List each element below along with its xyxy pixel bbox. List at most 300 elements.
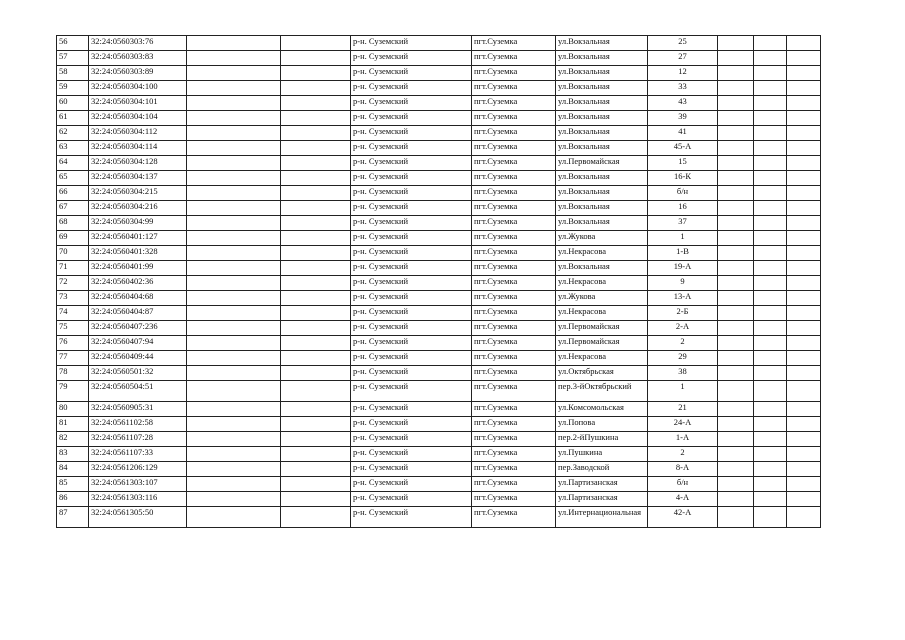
house-number-cell: 15 bbox=[648, 156, 718, 171]
empty-cell bbox=[281, 276, 351, 291]
table-row bbox=[57, 171, 821, 186]
district-cell: р-н. Суземский bbox=[351, 81, 472, 96]
empty-cell bbox=[187, 507, 281, 528]
settlement-cell: пгт.Суземка bbox=[472, 432, 556, 447]
street-cell: ул.Интернациональная bbox=[556, 507, 648, 528]
empty-cell bbox=[754, 156, 787, 171]
district-cell: р-н. Суземский bbox=[351, 351, 472, 366]
table-row bbox=[57, 462, 821, 477]
street-cell: ул.Вокзальная bbox=[556, 171, 648, 186]
empty-cell bbox=[787, 111, 821, 126]
cadastral-number-cell: 32:24:0560905:31 bbox=[89, 402, 187, 417]
empty-cell bbox=[187, 492, 281, 507]
house-number-cell: б/н bbox=[648, 477, 718, 492]
street-cell: ул.Вокзальная bbox=[556, 261, 648, 276]
table-row bbox=[57, 306, 821, 321]
empty-cell bbox=[718, 417, 754, 432]
cadastral-number-cell: 32:24:0561305:50 bbox=[89, 507, 187, 528]
empty-cell bbox=[787, 261, 821, 276]
empty-cell bbox=[187, 261, 281, 276]
row-number-cell: 84 bbox=[57, 462, 89, 477]
district-cell: р-н. Суземский bbox=[351, 432, 472, 447]
table-row bbox=[57, 201, 821, 216]
settlement-cell: пгт.Суземка bbox=[472, 66, 556, 81]
row-number-cell: 73 bbox=[57, 291, 89, 306]
row-number-cell: 86 bbox=[57, 492, 89, 507]
empty-cell bbox=[754, 306, 787, 321]
empty-cell bbox=[787, 432, 821, 447]
row-number-cell: 59 bbox=[57, 81, 89, 96]
empty-cell bbox=[281, 51, 351, 66]
empty-cell bbox=[787, 216, 821, 231]
house-number-cell: 1-А bbox=[648, 432, 718, 447]
settlement-cell: пгт.Суземка bbox=[472, 381, 556, 402]
settlement-cell: пгт.Суземка bbox=[472, 402, 556, 417]
street-cell: пер.Заводской bbox=[556, 462, 648, 477]
empty-cell bbox=[281, 216, 351, 231]
empty-cell bbox=[787, 276, 821, 291]
table-row bbox=[57, 126, 821, 141]
empty-cell bbox=[787, 36, 821, 51]
empty-cell bbox=[187, 477, 281, 492]
house-number-cell: 27 bbox=[648, 51, 718, 66]
cadastral-number-cell: 32:24:0560303:83 bbox=[89, 51, 187, 66]
house-number-cell: 42-А bbox=[648, 507, 718, 528]
house-number-cell: 12 bbox=[648, 66, 718, 81]
street-cell: ул.Вокзальная bbox=[556, 186, 648, 201]
empty-cell bbox=[787, 231, 821, 246]
row-number-cell: 67 bbox=[57, 201, 89, 216]
empty-cell bbox=[754, 96, 787, 111]
house-number-cell: б/н bbox=[648, 186, 718, 201]
district-cell: р-н. Суземский bbox=[351, 246, 472, 261]
empty-cell bbox=[754, 477, 787, 492]
street-cell: ул.Вокзальная bbox=[556, 126, 648, 141]
empty-cell bbox=[187, 81, 281, 96]
settlement-cell: пгт.Суземка bbox=[472, 291, 556, 306]
district-cell: р-н. Суземский bbox=[351, 417, 472, 432]
empty-cell bbox=[754, 366, 787, 381]
district-cell: р-н. Суземский bbox=[351, 36, 472, 51]
empty-cell bbox=[281, 186, 351, 201]
street-cell: ул.Некрасова bbox=[556, 306, 648, 321]
district-cell: р-н. Суземский bbox=[351, 261, 472, 276]
empty-cell bbox=[281, 306, 351, 321]
settlement-cell: пгт.Суземка bbox=[472, 186, 556, 201]
house-number-cell: 4-А bbox=[648, 492, 718, 507]
table-row bbox=[57, 96, 821, 111]
street-cell: ул.Вокзальная bbox=[556, 96, 648, 111]
table-row bbox=[57, 402, 821, 417]
settlement-cell: пгт.Суземка bbox=[472, 366, 556, 381]
empty-cell bbox=[754, 201, 787, 216]
street-cell: ул.Попова bbox=[556, 417, 648, 432]
empty-cell bbox=[754, 417, 787, 432]
table-row bbox=[57, 432, 821, 447]
empty-cell bbox=[754, 126, 787, 141]
empty-cell bbox=[787, 201, 821, 216]
cadastral-number-cell: 32:24:0560407:236 bbox=[89, 321, 187, 336]
empty-cell bbox=[718, 51, 754, 66]
empty-cell bbox=[754, 291, 787, 306]
empty-cell bbox=[281, 462, 351, 477]
empty-cell bbox=[787, 402, 821, 417]
empty-cell bbox=[718, 477, 754, 492]
cadastral-number-cell: 32:24:0561206:129 bbox=[89, 462, 187, 477]
district-cell: р-н. Суземский bbox=[351, 51, 472, 66]
empty-cell bbox=[754, 66, 787, 81]
empty-cell bbox=[787, 126, 821, 141]
empty-cell bbox=[787, 366, 821, 381]
district-cell: р-н. Суземский bbox=[351, 156, 472, 171]
row-number-cell: 78 bbox=[57, 366, 89, 381]
district-cell: р-н. Суземский bbox=[351, 276, 472, 291]
empty-cell bbox=[787, 156, 821, 171]
row-number-cell: 74 bbox=[57, 306, 89, 321]
street-cell: ул.Некрасова bbox=[556, 246, 648, 261]
empty-cell bbox=[187, 51, 281, 66]
empty-cell bbox=[787, 246, 821, 261]
table-row bbox=[57, 111, 821, 126]
empty-cell bbox=[718, 96, 754, 111]
empty-cell bbox=[754, 216, 787, 231]
table-row bbox=[57, 36, 821, 51]
empty-cell bbox=[787, 96, 821, 111]
empty-cell bbox=[281, 477, 351, 492]
settlement-cell: пгт.Суземка bbox=[472, 156, 556, 171]
house-number-cell: 13-А bbox=[648, 291, 718, 306]
empty-cell bbox=[718, 447, 754, 462]
table-row bbox=[57, 336, 821, 351]
empty-cell bbox=[281, 96, 351, 111]
empty-cell bbox=[281, 246, 351, 261]
empty-cell bbox=[718, 381, 754, 402]
empty-cell bbox=[754, 336, 787, 351]
empty-cell bbox=[187, 462, 281, 477]
table-row bbox=[57, 381, 821, 402]
empty-cell bbox=[787, 477, 821, 492]
empty-cell bbox=[718, 261, 754, 276]
empty-cell bbox=[787, 417, 821, 432]
table-row bbox=[57, 51, 821, 66]
empty-cell bbox=[718, 462, 754, 477]
district-cell: р-н. Суземский bbox=[351, 402, 472, 417]
empty-cell bbox=[718, 246, 754, 261]
empty-cell bbox=[187, 126, 281, 141]
row-number-cell: 66 bbox=[57, 186, 89, 201]
empty-cell bbox=[718, 366, 754, 381]
table-row bbox=[57, 351, 821, 366]
empty-cell bbox=[187, 171, 281, 186]
empty-cell bbox=[754, 81, 787, 96]
cadastral-number-cell: 32:24:0561107:28 bbox=[89, 432, 187, 447]
empty-cell bbox=[718, 336, 754, 351]
settlement-cell: пгт.Суземка bbox=[472, 36, 556, 51]
cadastral-number-cell: 32:24:0560304:114 bbox=[89, 141, 187, 156]
empty-cell bbox=[187, 351, 281, 366]
house-number-cell: 16 bbox=[648, 201, 718, 216]
row-number-cell: 65 bbox=[57, 171, 89, 186]
street-cell: ул.Партизанская bbox=[556, 477, 648, 492]
empty-cell bbox=[754, 381, 787, 402]
district-cell: р-н. Суземский bbox=[351, 231, 472, 246]
empty-cell bbox=[281, 201, 351, 216]
empty-cell bbox=[787, 321, 821, 336]
empty-cell bbox=[754, 462, 787, 477]
row-number-cell: 64 bbox=[57, 156, 89, 171]
district-cell: р-н. Суземский bbox=[351, 216, 472, 231]
cadastral-number-cell: 32:24:0561107:33 bbox=[89, 447, 187, 462]
district-cell: р-н. Суземский bbox=[351, 186, 472, 201]
settlement-cell: пгт.Суземка bbox=[472, 126, 556, 141]
empty-cell bbox=[281, 336, 351, 351]
house-number-cell: 38 bbox=[648, 366, 718, 381]
cadastral-table bbox=[56, 35, 821, 528]
street-cell: ул.Пушкина bbox=[556, 447, 648, 462]
empty-cell bbox=[281, 381, 351, 402]
cadastral-number-cell: 32:24:0560409:44 bbox=[89, 351, 187, 366]
empty-cell bbox=[787, 81, 821, 96]
settlement-cell: пгт.Суземка bbox=[472, 81, 556, 96]
empty-cell bbox=[281, 447, 351, 462]
empty-cell bbox=[281, 171, 351, 186]
empty-cell bbox=[754, 141, 787, 156]
street-cell: ул.Вокзальная bbox=[556, 216, 648, 231]
street-cell: ул.Комсомольская bbox=[556, 402, 648, 417]
empty-cell bbox=[754, 261, 787, 276]
district-cell: р-н. Суземский bbox=[351, 336, 472, 351]
district-cell: р-н. Суземский bbox=[351, 447, 472, 462]
street-cell: пер.2-йПушкина bbox=[556, 432, 648, 447]
table-row bbox=[57, 291, 821, 306]
street-cell: ул.Первомайская bbox=[556, 321, 648, 336]
settlement-cell: пгт.Суземка bbox=[472, 417, 556, 432]
settlement-cell: пгт.Суземка bbox=[472, 231, 556, 246]
row-number-cell: 69 bbox=[57, 231, 89, 246]
empty-cell bbox=[281, 351, 351, 366]
table-row bbox=[57, 261, 821, 276]
street-cell: ул.Вокзальная bbox=[556, 51, 648, 66]
house-number-cell: 1-В bbox=[648, 246, 718, 261]
cadastral-number-cell: 32:24:0561303:107 bbox=[89, 477, 187, 492]
empty-cell bbox=[187, 156, 281, 171]
empty-cell bbox=[718, 291, 754, 306]
house-number-cell: 33 bbox=[648, 81, 718, 96]
empty-cell bbox=[787, 186, 821, 201]
empty-cell bbox=[281, 507, 351, 528]
table-row bbox=[57, 81, 821, 96]
empty-cell bbox=[187, 186, 281, 201]
settlement-cell: пгт.Суземка bbox=[472, 261, 556, 276]
empty-cell bbox=[187, 402, 281, 417]
house-number-cell: 43 bbox=[648, 96, 718, 111]
street-cell: ул.Вокзальная bbox=[556, 36, 648, 51]
district-cell: р-н. Суземский bbox=[351, 201, 472, 216]
district-cell: р-н. Суземский bbox=[351, 306, 472, 321]
row-number-cell: 57 bbox=[57, 51, 89, 66]
table-row bbox=[57, 141, 821, 156]
house-number-cell: 39 bbox=[648, 111, 718, 126]
row-number-cell: 81 bbox=[57, 417, 89, 432]
cadastral-number-cell: 32:24:0560304:101 bbox=[89, 96, 187, 111]
table-row bbox=[57, 507, 821, 528]
row-number-cell: 60 bbox=[57, 96, 89, 111]
empty-cell bbox=[281, 432, 351, 447]
row-number-cell: 87 bbox=[57, 507, 89, 528]
empty-cell bbox=[718, 66, 754, 81]
empty-cell bbox=[754, 321, 787, 336]
empty-cell bbox=[754, 231, 787, 246]
empty-cell bbox=[281, 291, 351, 306]
empty-cell bbox=[787, 141, 821, 156]
settlement-cell: пгт.Суземка bbox=[472, 321, 556, 336]
settlement-cell: пгт.Суземка bbox=[472, 51, 556, 66]
table-row bbox=[57, 156, 821, 171]
empty-cell bbox=[787, 291, 821, 306]
house-number-cell: 29 bbox=[648, 351, 718, 366]
row-number-cell: 70 bbox=[57, 246, 89, 261]
settlement-cell: пгт.Суземка bbox=[472, 171, 556, 186]
empty-cell bbox=[718, 507, 754, 528]
empty-cell bbox=[754, 36, 787, 51]
cadastral-number-cell: 32:24:0560304:112 bbox=[89, 126, 187, 141]
empty-cell bbox=[787, 351, 821, 366]
house-number-cell: 37 bbox=[648, 216, 718, 231]
house-number-cell: 19-А bbox=[648, 261, 718, 276]
cadastral-number-cell: 32:24:0560404:68 bbox=[89, 291, 187, 306]
house-number-cell: 8-А bbox=[648, 462, 718, 477]
empty-cell bbox=[754, 246, 787, 261]
house-number-cell: 1 bbox=[648, 231, 718, 246]
cadastral-number-cell: 32:24:0560402:36 bbox=[89, 276, 187, 291]
row-number-cell: 77 bbox=[57, 351, 89, 366]
district-cell: р-н. Суземский bbox=[351, 321, 472, 336]
table-row bbox=[57, 231, 821, 246]
empty-cell bbox=[787, 492, 821, 507]
street-cell: ул.Первомайская bbox=[556, 156, 648, 171]
empty-cell bbox=[787, 381, 821, 402]
house-number-cell: 2-А bbox=[648, 321, 718, 336]
empty-cell bbox=[187, 417, 281, 432]
district-cell: р-н. Суземский bbox=[351, 366, 472, 381]
empty-cell bbox=[281, 111, 351, 126]
cadastral-number-cell: 32:24:0560304:100 bbox=[89, 81, 187, 96]
empty-cell bbox=[718, 126, 754, 141]
house-number-cell: 1 bbox=[648, 381, 718, 402]
street-cell: ул.Октябрьская bbox=[556, 366, 648, 381]
row-number-cell: 68 bbox=[57, 216, 89, 231]
cadastral-number-cell: 32:24:0560401:328 bbox=[89, 246, 187, 261]
empty-cell bbox=[718, 201, 754, 216]
street-cell: ул.Некрасова bbox=[556, 351, 648, 366]
empty-cell bbox=[187, 276, 281, 291]
row-number-cell: 63 bbox=[57, 141, 89, 156]
empty-cell bbox=[281, 156, 351, 171]
empty-cell bbox=[754, 492, 787, 507]
empty-cell bbox=[718, 156, 754, 171]
house-number-cell: 2 bbox=[648, 447, 718, 462]
street-cell: ул.Вокзальная bbox=[556, 201, 648, 216]
empty-cell bbox=[754, 351, 787, 366]
empty-cell bbox=[754, 51, 787, 66]
street-cell: ул.Первомайская bbox=[556, 336, 648, 351]
row-number-cell: 79 bbox=[57, 381, 89, 402]
row-number-cell: 72 bbox=[57, 276, 89, 291]
row-number-cell: 75 bbox=[57, 321, 89, 336]
empty-cell bbox=[281, 141, 351, 156]
empty-cell bbox=[187, 336, 281, 351]
empty-cell bbox=[718, 492, 754, 507]
empty-cell bbox=[281, 36, 351, 51]
empty-cell bbox=[718, 141, 754, 156]
cadastral-number-cell: 32:24:0561303:116 bbox=[89, 492, 187, 507]
cadastral-number-cell: 32:24:0560401:99 bbox=[89, 261, 187, 276]
house-number-cell: 2 bbox=[648, 336, 718, 351]
cadastral-number-cell: 32:24:0560404:87 bbox=[89, 306, 187, 321]
empty-cell bbox=[718, 402, 754, 417]
table-row bbox=[57, 477, 821, 492]
street-cell: ул.Вокзальная bbox=[556, 111, 648, 126]
row-number-cell: 62 bbox=[57, 126, 89, 141]
house-number-cell: 16-К bbox=[648, 171, 718, 186]
empty-cell bbox=[787, 462, 821, 477]
street-cell: ул.Жукова bbox=[556, 291, 648, 306]
empty-cell bbox=[754, 447, 787, 462]
row-number-cell: 56 bbox=[57, 36, 89, 51]
empty-cell bbox=[187, 96, 281, 111]
district-cell: р-н. Суземский bbox=[351, 171, 472, 186]
house-number-cell: 2-Б bbox=[648, 306, 718, 321]
table-row bbox=[57, 246, 821, 261]
district-cell: р-н. Суземский bbox=[351, 462, 472, 477]
table-row bbox=[57, 366, 821, 381]
empty-cell bbox=[187, 432, 281, 447]
empty-cell bbox=[787, 51, 821, 66]
empty-cell bbox=[187, 231, 281, 246]
cadastral-number-cell: 32:24:0560303:76 bbox=[89, 36, 187, 51]
empty-cell bbox=[281, 321, 351, 336]
cadastral-number-cell: 32:24:0560504:51 bbox=[89, 381, 187, 402]
empty-cell bbox=[718, 321, 754, 336]
table-row bbox=[57, 417, 821, 432]
empty-cell bbox=[187, 306, 281, 321]
empty-cell bbox=[718, 171, 754, 186]
empty-cell bbox=[718, 216, 754, 231]
table-row bbox=[57, 186, 821, 201]
district-cell: р-н. Суземский bbox=[351, 141, 472, 156]
settlement-cell: пгт.Суземка bbox=[472, 492, 556, 507]
cadastral-number-cell: 32:24:0560401:127 bbox=[89, 231, 187, 246]
street-cell: пер.3-йОктябрьский bbox=[556, 381, 648, 402]
empty-cell bbox=[787, 447, 821, 462]
table-row bbox=[57, 492, 821, 507]
street-cell: ул.Вокзальная bbox=[556, 66, 648, 81]
row-number-cell: 80 bbox=[57, 402, 89, 417]
empty-cell bbox=[187, 36, 281, 51]
cadastral-number-cell: 32:24:0560304:104 bbox=[89, 111, 187, 126]
cadastral-number-cell: 32:24:0561102:58 bbox=[89, 417, 187, 432]
street-cell: ул.Вокзальная bbox=[556, 141, 648, 156]
empty-cell bbox=[187, 201, 281, 216]
row-number-cell: 83 bbox=[57, 447, 89, 462]
cadastral-number-cell: 32:24:0560304:137 bbox=[89, 171, 187, 186]
empty-cell bbox=[281, 261, 351, 276]
row-number-cell: 85 bbox=[57, 477, 89, 492]
row-number-cell: 76 bbox=[57, 336, 89, 351]
district-cell: р-н. Суземский bbox=[351, 492, 472, 507]
table-row bbox=[57, 66, 821, 81]
cadastral-number-cell: 32:24:0560304:99 bbox=[89, 216, 187, 231]
